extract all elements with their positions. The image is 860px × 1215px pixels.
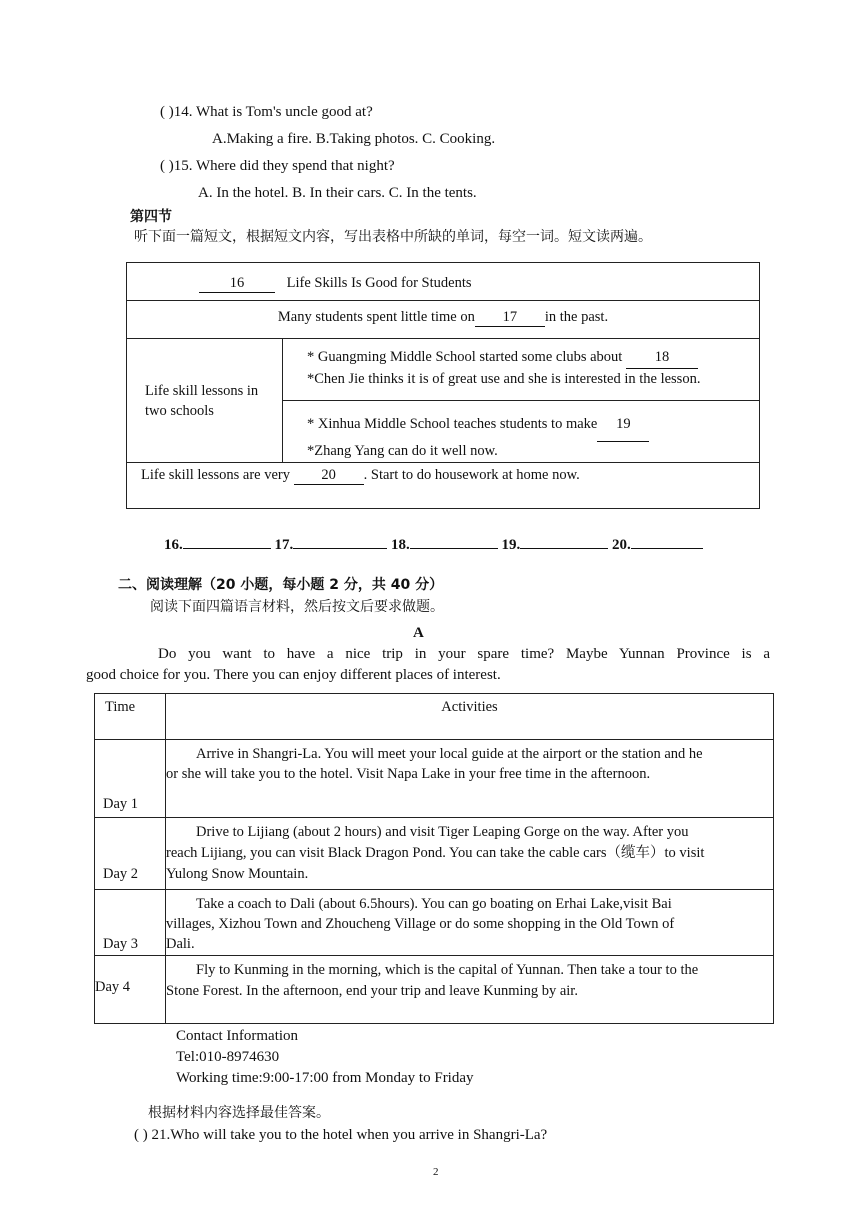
answer-blank-18[interactable] bbox=[410, 534, 498, 549]
activities-header: Activities bbox=[166, 694, 774, 740]
section-heading: 第四节 bbox=[130, 209, 172, 225]
blank-20: 20 bbox=[294, 467, 364, 485]
answer-line bbox=[164, 534, 703, 554]
answer-label-20: 20. bbox=[612, 537, 631, 553]
guangming-cell bbox=[283, 339, 760, 401]
blank-18: 18 bbox=[626, 347, 698, 369]
choose-instruction: 根据材料内容选择最佳答案。 bbox=[148, 1105, 330, 1121]
passage-intro-line-2: good choice for you. There you can enjoy different places of interest. bbox=[86, 667, 501, 683]
answer-blank-17[interactable] bbox=[293, 534, 387, 549]
form-row-2-tail: in the past. bbox=[544, 309, 609, 325]
answer-label-17: 17. bbox=[274, 537, 294, 553]
day-2-activities bbox=[166, 818, 774, 890]
question-15-stem: ( )15. Where did they spend that night? bbox=[160, 158, 395, 174]
question-14-stem: ( )14. What is Tom's uncle good at? bbox=[160, 104, 373, 120]
day-1-activities bbox=[166, 740, 774, 818]
zhang-yang-text: *Zhang Yang can do it well now. bbox=[307, 443, 498, 459]
itinerary-table bbox=[94, 693, 774, 1024]
time-header: Time bbox=[95, 694, 166, 740]
schools-label: Life skill lessons in two schools bbox=[145, 382, 259, 419]
blank-19: 19 bbox=[597, 407, 649, 442]
day-3-activities bbox=[166, 890, 774, 956]
form-row-2-text: Many students spent little time on bbox=[277, 309, 475, 325]
day-1-label: Day 1 bbox=[95, 740, 166, 818]
form-row-5 bbox=[127, 463, 760, 509]
listening-form-table bbox=[126, 262, 760, 509]
passage-intro-line-1: Do you want to have a nice trip in your spare time? Maybe Yunnan Province is a bbox=[158, 646, 770, 662]
day-3-line-1: Take a coach to Dali (about 6.5hours). You can go boating on Erhai Lake,visit Bai bbox=[196, 896, 672, 912]
day-1-line-2: or she will take you to the hotel. Visit Napa Lake in your free time in the afternoon. bbox=[166, 766, 651, 782]
day-1-line-1: Arrive in Shangri-La. You will meet your local guide at the airport or the station and he bbox=[196, 746, 703, 762]
answer-label-18: 18. bbox=[391, 537, 410, 553]
day-2-line-2: reach Lijiang, you can visit Black Dragon Pond. You can take the cable cars（缆车）to visit bbox=[166, 845, 705, 861]
form-row-5-tail: . Start to do housework at home now. bbox=[363, 467, 580, 483]
xinhua-text: * Xinhua Middle School teaches students to make bbox=[307, 416, 598, 432]
day-2-line-1: Drive to Lijiang (about 2 hours) and visit Tiger Leaping Gorge on the way. After you bbox=[196, 824, 689, 840]
question-15-options: A. In the hotel. B. In their cars. C. In the tents. bbox=[198, 185, 477, 201]
guangming-text: * Guangming Middle School started some clubs about bbox=[307, 349, 623, 365]
passage-letter: A bbox=[413, 625, 424, 641]
reading-section-heading: 二、阅读理解（20 小题，每小题 2 分，共 40 分） bbox=[118, 577, 444, 593]
day-4-activities bbox=[166, 956, 774, 1024]
day-2-line-3: Yulong Snow Mountain. bbox=[166, 866, 309, 882]
day-4-line-1: Fly to Kunming in the morning, which is the capital of Yunnan. Then take a tour to the bbox=[196, 962, 699, 978]
day-4-label: Day 4 bbox=[95, 956, 166, 1024]
blank-17: 17 bbox=[475, 309, 545, 327]
section-instruction: 听下面一篇短文，根据短文内容，写出表格中所缺的单词，每空一词。短文读两遍。 bbox=[134, 229, 652, 245]
form-row-2 bbox=[127, 301, 760, 339]
contact-tel: Tel:010-8974630 bbox=[176, 1049, 280, 1065]
answer-label-19: 19. bbox=[501, 537, 521, 553]
day-3-line-3: Dali. bbox=[166, 936, 195, 952]
answer-label-16: 16. bbox=[164, 537, 183, 553]
contact-title: Contact Information bbox=[176, 1028, 299, 1044]
day-3-label: Day 3 bbox=[95, 890, 166, 956]
form-row-5-text: Life skill lessons are very bbox=[141, 467, 290, 483]
day-3-line-2: villages, Xizhou Town and Zhoucheng Village or do some shopping in the Old Town of bbox=[166, 916, 675, 932]
answer-blank-20[interactable] bbox=[631, 534, 703, 549]
blank-16: 16 bbox=[199, 275, 275, 293]
reading-section-instruction: 阅读下面四篇语言材料，然后按文后要求做题。 bbox=[150, 599, 444, 615]
answer-blank-16[interactable] bbox=[183, 534, 271, 549]
form-title: Life Skills Is Good for Students bbox=[286, 275, 472, 291]
contact-working-time: Working time:9:00-17:00 from Monday to Friday bbox=[176, 1070, 474, 1086]
chen-jie-text: *Chen Jie thinks it is of great use and she is interested in the lesson. bbox=[307, 371, 701, 387]
xinhua-cell bbox=[283, 401, 760, 463]
answer-blank-19[interactable] bbox=[520, 534, 608, 549]
day-2-label: Day 2 bbox=[95, 818, 166, 890]
schools-label-cell bbox=[127, 339, 283, 463]
form-title-row bbox=[127, 263, 760, 301]
question-14-options: A.Making a fire. B.Taking photos. C. Cooking. bbox=[212, 131, 496, 147]
page-number: 2 bbox=[433, 1166, 439, 1178]
day-4-line-2: Stone Forest. In the afternoon, end your trip and leave Kunming by air. bbox=[166, 983, 578, 999]
question-21: ( ) 21.Who will take you to the hotel when you arrive in Shangri-La? bbox=[134, 1127, 548, 1143]
